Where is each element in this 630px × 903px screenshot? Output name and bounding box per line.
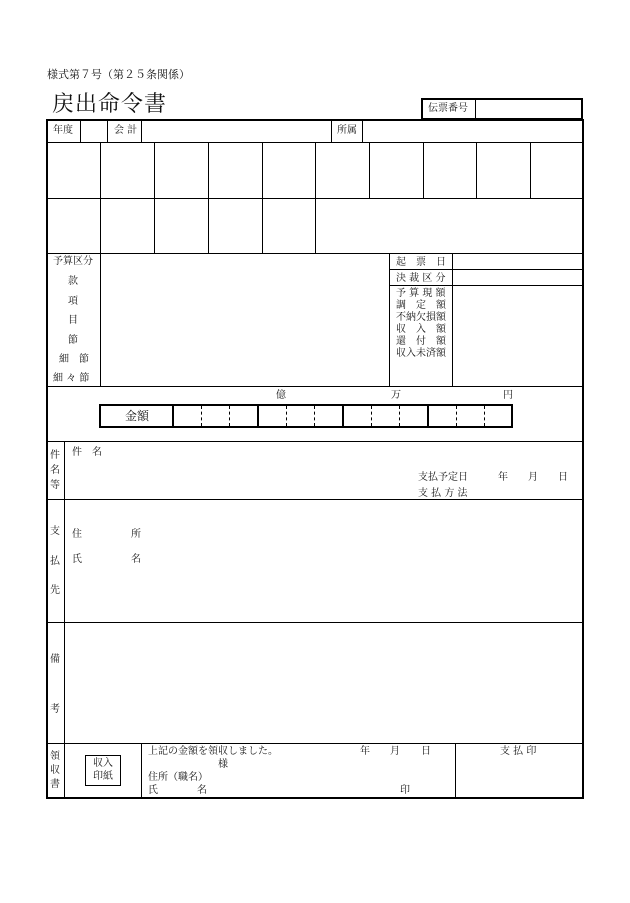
decision-category-label: 決 裁 区 分 bbox=[396, 273, 446, 284]
issue-date-label: 起 票 日 bbox=[396, 257, 446, 268]
receipt-side-1: 領 bbox=[50, 751, 60, 762]
remarks-side-1: 備 bbox=[50, 654, 60, 665]
budget-kan-label: 款 bbox=[68, 276, 78, 287]
budget-amount-label: 予 算 現 額 bbox=[396, 288, 446, 299]
voucher-no-label: 伝票番号 bbox=[428, 103, 468, 114]
payee-address-label2: 所 bbox=[131, 529, 141, 540]
pay-date-day: 日 bbox=[558, 472, 568, 483]
payee-name-label: 氏 bbox=[72, 554, 82, 565]
payee-name-label2: 名 bbox=[131, 554, 141, 565]
deficit-label: 不納欠損額 bbox=[396, 312, 446, 323]
revenue-stamp-line1: 収入 bbox=[93, 758, 113, 769]
amount-label: 金額 bbox=[125, 409, 150, 423]
receipt-seal: 印 bbox=[400, 785, 410, 796]
unreceived-label: 収入未済額 bbox=[396, 348, 446, 359]
pay-date-year: 年 bbox=[498, 472, 508, 483]
pay-date-label: 支払予定日 bbox=[418, 472, 468, 483]
payee-address-label: 住 bbox=[72, 529, 82, 540]
budget-saisaisetsu-label: 細 々 節 bbox=[53, 373, 90, 384]
account-label: 会 計 bbox=[114, 125, 138, 136]
case-name-label: 件 名 bbox=[72, 447, 102, 458]
refund-amount-label: 還 付 額 bbox=[396, 336, 446, 347]
received-text: 上記の金額を領収しました。 bbox=[148, 746, 278, 757]
payee-side-2: 払 bbox=[50, 556, 60, 567]
budget-category-label: 予算区分 bbox=[53, 256, 93, 267]
budget-saisetsu-label: 細 節 bbox=[59, 354, 89, 365]
year-label: 年度 bbox=[53, 125, 73, 136]
pay-date-month: 月 bbox=[528, 472, 538, 483]
receipt-day: 日 bbox=[421, 746, 431, 757]
payee-side-3: 先 bbox=[50, 585, 60, 596]
receipt-side-3: 書 bbox=[50, 779, 60, 790]
case-side-3: 等 bbox=[50, 480, 60, 491]
receipt-year: 年 bbox=[360, 746, 370, 757]
unit-oku: 億 bbox=[276, 390, 286, 401]
receipt-side-2: 収 bbox=[50, 765, 60, 776]
pay-seal-label: 支 払 印 bbox=[500, 746, 537, 757]
receipt-sama: 様 bbox=[218, 759, 228, 770]
amount-box bbox=[99, 404, 513, 428]
remarks-side-2: 考 bbox=[50, 704, 60, 715]
receipt-address-label: 住所（職名） bbox=[148, 772, 208, 783]
budget-moku-label: 目 bbox=[68, 315, 78, 326]
pay-method-label: 支 払 方 法 bbox=[418, 488, 468, 499]
receipt-month: 月 bbox=[390, 746, 400, 757]
receipt-name-label1: 氏 bbox=[148, 785, 158, 796]
received-amount-label: 収 入 額 bbox=[396, 324, 446, 335]
budget-setsu-label: 節 bbox=[68, 335, 78, 346]
unit-man: 万 bbox=[391, 390, 401, 401]
assessed-amount-label: 調 定 額 bbox=[396, 300, 446, 311]
dept-label: 所属 bbox=[337, 125, 357, 136]
page-title: 戻出命令書 bbox=[52, 92, 168, 117]
payee-side-1: 支 bbox=[50, 526, 60, 537]
revenue-stamp-line2: 印紙 bbox=[93, 771, 113, 782]
form-label: 様式第７号（第２５条関係） bbox=[47, 68, 190, 81]
unit-yen: 円 bbox=[503, 390, 513, 401]
case-side-2: 名 bbox=[50, 465, 60, 476]
case-side-1: 件 bbox=[50, 450, 60, 461]
receipt-name-label2: 名 bbox=[197, 785, 207, 796]
budget-kou-label: 項 bbox=[68, 296, 78, 307]
